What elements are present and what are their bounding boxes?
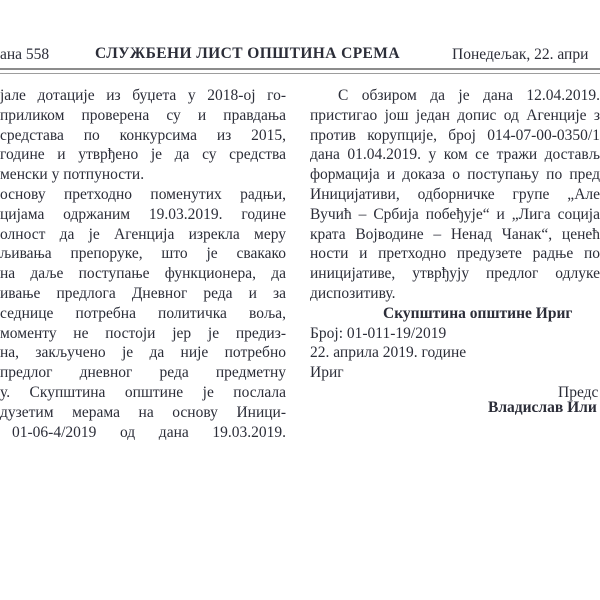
text-line: Вучић – Србија побеђује“ и „Лига соција	[310, 205, 600, 223]
text-line: пристигао још један допис од Агенције з	[310, 106, 600, 124]
text-line: против корупције, број 014-07-00-0350/1	[310, 126, 600, 144]
text-line: јале дотације из буџета у 2018-ој го-	[0, 87, 286, 104]
text-line: крата Војводине – Ненад Чанак“, ценећ	[310, 225, 600, 243]
text-line: предлог дневног реда предметну	[0, 364, 286, 382]
document-date: 22. априла 2019. године	[310, 344, 467, 362]
left-text-column	[0, 86, 286, 442]
text-line: дузетим мерама на основу Иници-	[0, 403, 286, 421]
header-gazette-title: СЛУЖБЕНИ ЛИСТ ОПШТИНА СРЕМА	[95, 45, 400, 62]
text-line: на, закључено је да није потребно	[0, 344, 286, 362]
text-line: Иницијативи, одборничке групе „Але	[310, 185, 600, 203]
header-page-number: ана 558	[0, 46, 50, 63]
text-line: ивање предлога Дневног реда и за	[0, 284, 286, 302]
text-line: дана 01.04.2019. у ком се тражи достављ	[310, 146, 600, 164]
text-line: у. Скупштина општине је послала	[0, 383, 286, 401]
issuing-authority: Скупштина општине Ириг	[383, 304, 573, 322]
text-line: средстава по конкурсима из 2015,	[0, 126, 286, 144]
text-line: основу претходно поменутих радњи,	[0, 185, 286, 203]
text-line: седнице потребна политичка воља,	[0, 304, 286, 322]
text-line: приликом проверена су и правдања	[0, 106, 286, 124]
signature-title: Предс	[558, 383, 599, 401]
text-line: С обзиром да је дана 12.04.2019.	[338, 87, 600, 104]
text-line: формација и доказа о поступању по пред	[310, 166, 600, 184]
text-line: на даље поступање функционера, да	[0, 265, 286, 283]
right-text-column	[310, 86, 600, 416]
text-line: године и утврђено је да су средства	[0, 146, 286, 164]
document-place: Ириг	[310, 364, 344, 382]
signature-name: Владислав Или	[488, 398, 597, 416]
text-line: ности и претходно предузете радње по	[310, 245, 600, 263]
header-date: Понедељак, 22. апри	[452, 46, 589, 63]
text-line: 01-06-4/2019 од дана 19.03.2019.	[12, 423, 286, 441]
text-line: менски у потпуности.	[0, 166, 145, 184]
text-line: олност да је Агенција изрекла меру	[0, 225, 286, 243]
header-divider-rule	[0, 68, 600, 74]
text-line: љивања препоруке, што је свакако	[0, 245, 286, 263]
text-line: моменту не постоји јер је предиз-	[0, 324, 286, 342]
text-line: диспозитиву.	[310, 284, 396, 302]
document-number: Број: 01-011-19/2019	[310, 324, 447, 342]
text-line: иницијативе, утврђују предлог одлуке	[310, 265, 600, 283]
text-line: цијама одржаним 19.03.2019. године	[0, 205, 286, 223]
